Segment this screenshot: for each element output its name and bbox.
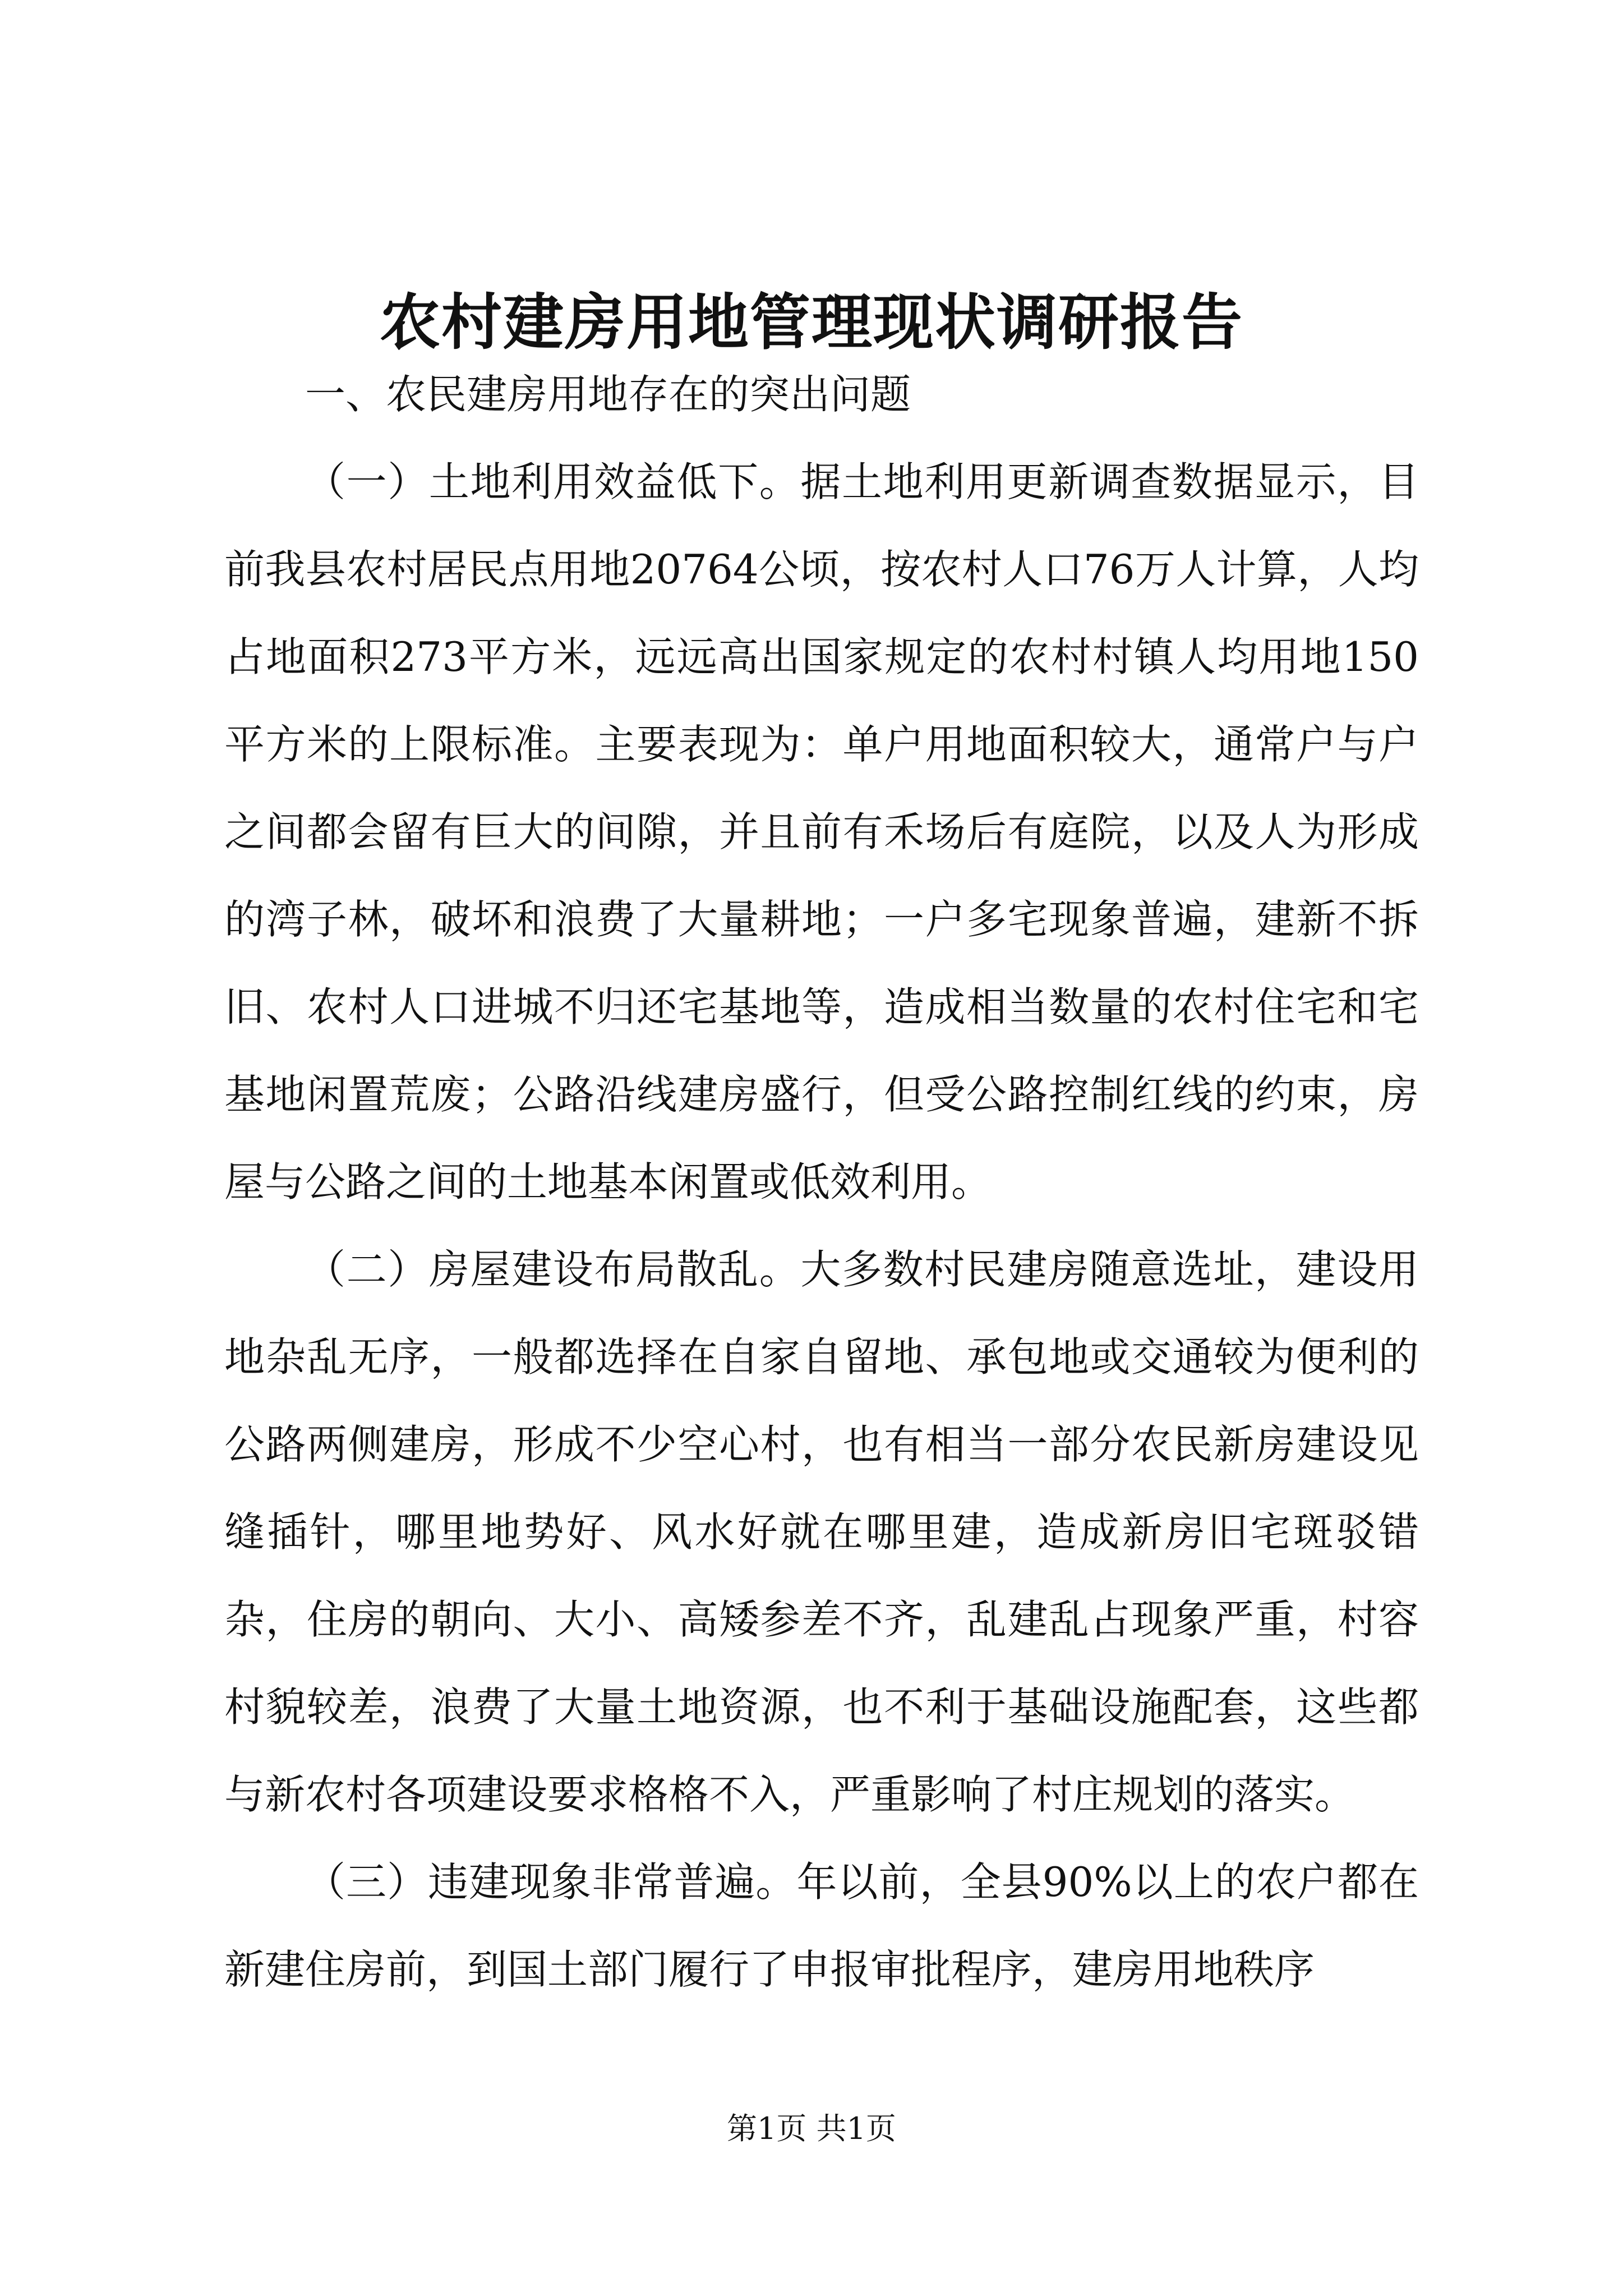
page-footer: 第1页 共1页 — [727, 2111, 896, 2146]
section-heading: 一、农民建房用地存在的突出问题 — [305, 371, 911, 418]
paragraph-3: （三）违建现象非常普遍。年以前，全县90%以上的农户都在新建住房前，到国土部门履行了申报审批程序，建房用地秩序 — [224, 1858, 1419, 1993]
paragraph-1: （一）土地利用效益低下。据土地利用更新调查数据显示，目前我县农村居民点用地20764公顷，按农村人口76万人计算，人均占地面积273平方米，远远高出国家规定的农村村镇人均用地150平方米的上限标准。主要表现为：单户用地面积较大，通常户与户之间都会留有巨大的间隙，并且前有禾场后有庭院，以及人为形成的湾子林，破坏和浪费了大量耕地；一户多宅现象普遍，建新不拆旧、农村人口进城不归还宅基地等，造成相当数量的农村住宅和宅基地闲置荒废；公路沿线建房盛行，但受公路控制红线的约束，房屋与公路之间的土地基本闲置或低效利用。 — [224, 458, 1419, 1205]
document-body — [224, 351, 1419, 2013]
paragraph-2: （二）房屋建设布局散乱。大多数村民建房随意选址，建设用地杂乱无序，一般都选择在自家自留地、承包地或交通较为便利的公路两侧建房，形成不少空心村，也有相当一部分农民新房建设见缝插针，哪里地势好、风水好就在哪里建，造成新房旧宅斑驳错杂，住房的朝向、大小、高矮参差不齐，乱建乱占现象严重，村容村貌较差，浪费了大量土地资源，也不利于基础设施配套，这些都与新农村各项建设要求格格不入，严重影响了村庄规划的落实。 — [224, 1246, 1419, 1818]
document-title: 农村建房用地管理现状调研报告 — [379, 287, 1243, 358]
